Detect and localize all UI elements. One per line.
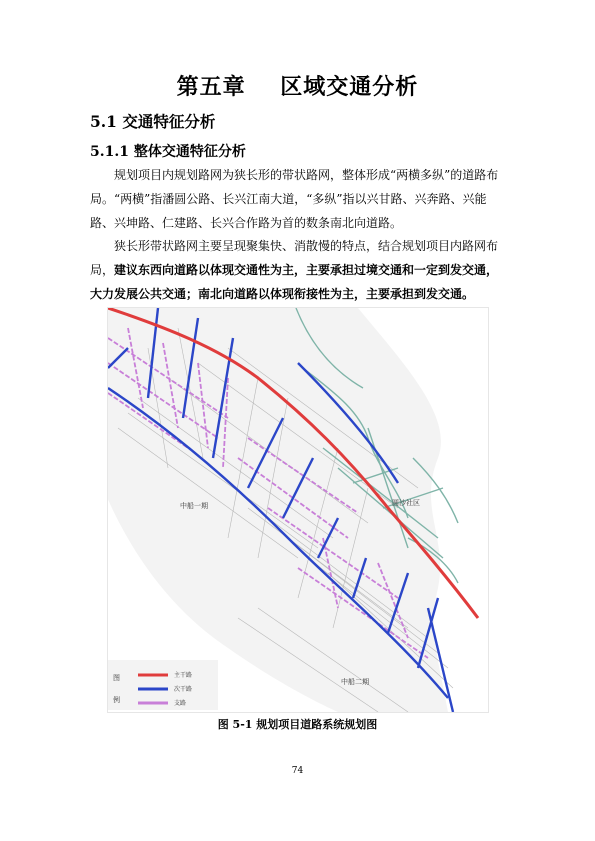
paragraph-text: 狭长形带状路网主要呈现聚集快、消散慢的特点，结合规划项目内路网布局， [90,239,499,277]
legend-label-local: 支路 [174,700,187,707]
legend-title-bottom: 例 [113,696,120,704]
paragraph-traffic-features [90,234,506,306]
section-heading: 5.1 交通特征分析 [90,112,216,131]
road-system-map [107,307,489,713]
paragraph-bold-text: 建议东西向道路以体现交通性为主，主要承担过境交通和一定到发交通，大力发展公共交通；南北向道路以体现衔接性为主，主要承担到发交通。 [90,263,499,301]
map-legend [108,660,218,710]
legend-label-secondary: 次干路 [174,686,193,693]
page-number: 74 [291,766,304,776]
zone-label-south: 中船二期 [341,678,369,686]
chapter-title: 第五章 区域交通分析 [176,74,419,100]
subsection-heading: 5.1.1 整体交通特征分析 [90,144,246,160]
road-network-drawing [108,308,488,712]
legend-label-arterial: 主干路 [174,672,193,679]
legend-title-top: 图 [113,674,120,682]
figure-caption: 图 5-1 规划项目道路系统规划图 [217,718,378,731]
zone-label-west: 中船一期 [180,502,208,510]
paragraph-road-layout: 规划项目内规划路网为狭长形的带状路网，整体形成“两横多纵”的道路布局。“两横”指潘圆公路、长兴江南大道，“多纵”指以兴甘路、兴奔路、兴能路、兴坤路、仁建路、长兴合作路为首的数条南北向道路。 [90,168,499,230]
zone-label-east: 圆沙社区 [392,499,420,507]
